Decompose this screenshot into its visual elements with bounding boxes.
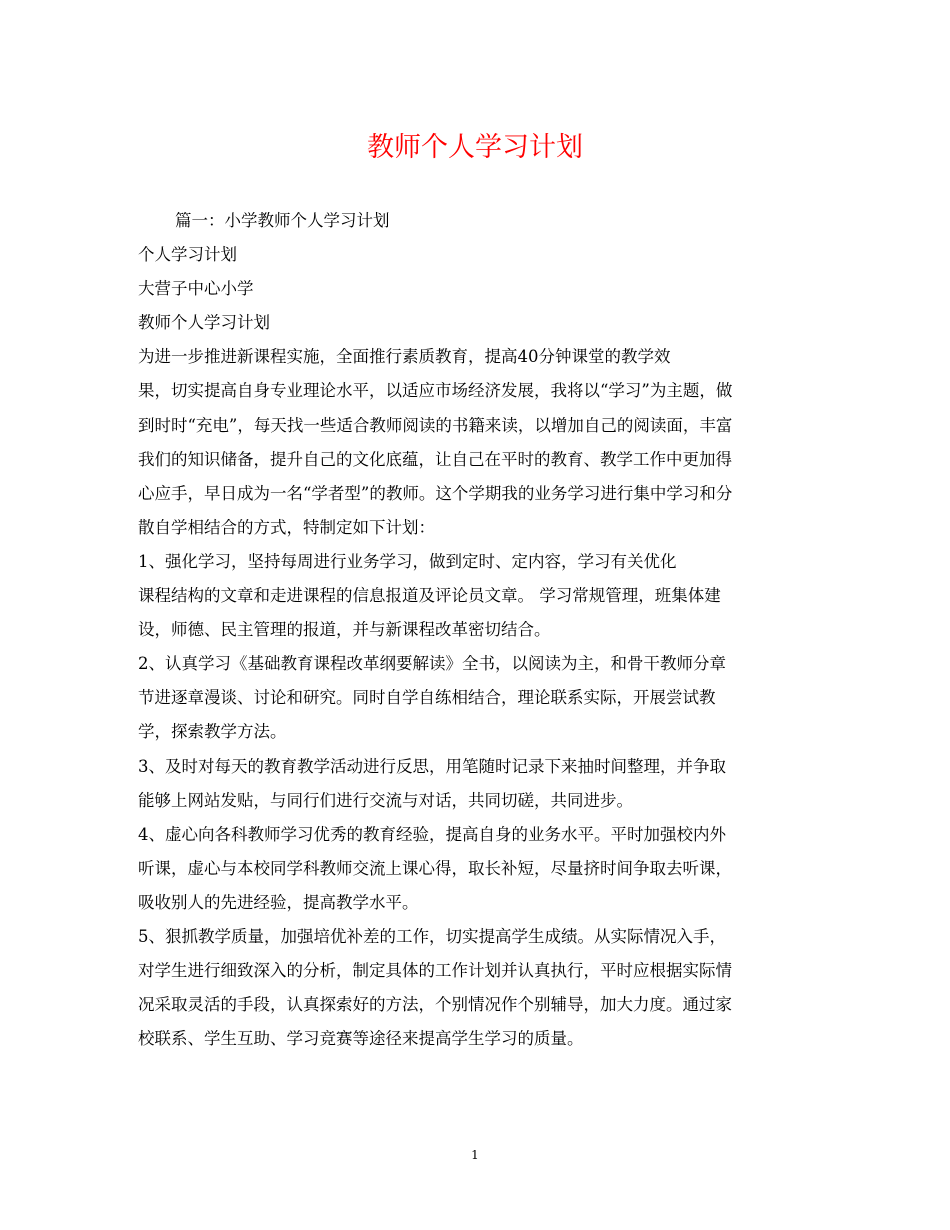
body-line: 为进一步推进新课程实施，全面推行素质教育，提高40分钟课堂的教学效 bbox=[138, 347, 671, 367]
body-line: 对学生进行细致深入的分析，制定具体的工作计划并认真执行，平时应根据实际情 bbox=[138, 961, 732, 981]
body-line: 节进逐章漫谈、讨论和研究。同时自学自练相结合，理论联系实际，开展尝试教 bbox=[138, 688, 716, 708]
page-number: 1 bbox=[471, 1148, 479, 1162]
body-line: 4、虚心向各科教师学习优秀的教育经验，提高自身的业务水平。平时加强校内外 bbox=[138, 824, 726, 844]
body-line: 到时时“充电”，每天找一些适合教师阅读的书籍来读，以增加自己的阅读面，丰富 bbox=[138, 415, 733, 435]
body-line: 散自学相结合的方式，特制定如下计划： bbox=[138, 517, 435, 537]
body-line: 能够上网站发贴，与同行们进行交流与对话，共同切磋，共同进步。 bbox=[138, 790, 633, 810]
body-line: 设，师德、民主管理的报道，并与新课程改革密切结合。 bbox=[138, 620, 551, 640]
body-line: 我们的知识储备，提升自己的文化底蕴，让自己在平时的教育、教学工作中更加得 bbox=[138, 449, 732, 469]
body-line: 大营子中心小学 bbox=[138, 279, 254, 299]
body-line: 校联系、学生互助、学习竞赛等途径来提高学生学习的质量。 bbox=[138, 1029, 584, 1049]
body-line: 5、狠抓教学质量，加强培优补差的工作，切实提高学生成绩。从实际情况入手， bbox=[138, 926, 726, 946]
document-body bbox=[138, 204, 814, 1056]
document-title: 教师个人学习计划 bbox=[367, 132, 583, 163]
body-line: 况采取灵活的手段，认真探索好的方法，个别情况作个别辅导，加大力度。通过家 bbox=[138, 995, 732, 1015]
body-line: 果，切实提高自身专业理论水平，以适应市场经济发展，我将以“学习”为主题，做 bbox=[138, 381, 733, 401]
body-line: 听课，虚心与本校同学科教师交流上课心得，取长补短，尽量挤时间争取去听课， bbox=[138, 858, 732, 878]
body-line: 学，探索教学方法。 bbox=[138, 722, 287, 742]
body-line: 吸收别人的先进经验，提高教学水平。 bbox=[138, 892, 419, 912]
body-line: 3、及时对每天的教育教学活动进行反思，用笔随时记录下来抽时间整理，并争取 bbox=[138, 756, 726, 776]
body-line: 1、强化学习，坚持每周进行业务学习，做到定时、定内容，学习有关优化 bbox=[138, 551, 677, 571]
body-line: 心应手，早日成为一名“学者型”的教师。这个学期我的业务学习进行集中学习和分 bbox=[138, 483, 733, 503]
body-line: 教师个人学习计划 bbox=[138, 313, 270, 333]
body-line: 课程结构的文章和走进课程的信息报道及评论员文章。 学习常规管理，班集体建 bbox=[138, 586, 721, 606]
section-heading: 篇一：小学教师个人学习计划 bbox=[175, 211, 390, 230]
body-line: 个人学习计划 bbox=[138, 245, 237, 265]
body-line: 2、认真学习《基础教育课程改革纲要解读》全书，以阅读为主，和骨干教师分章 bbox=[138, 654, 726, 674]
